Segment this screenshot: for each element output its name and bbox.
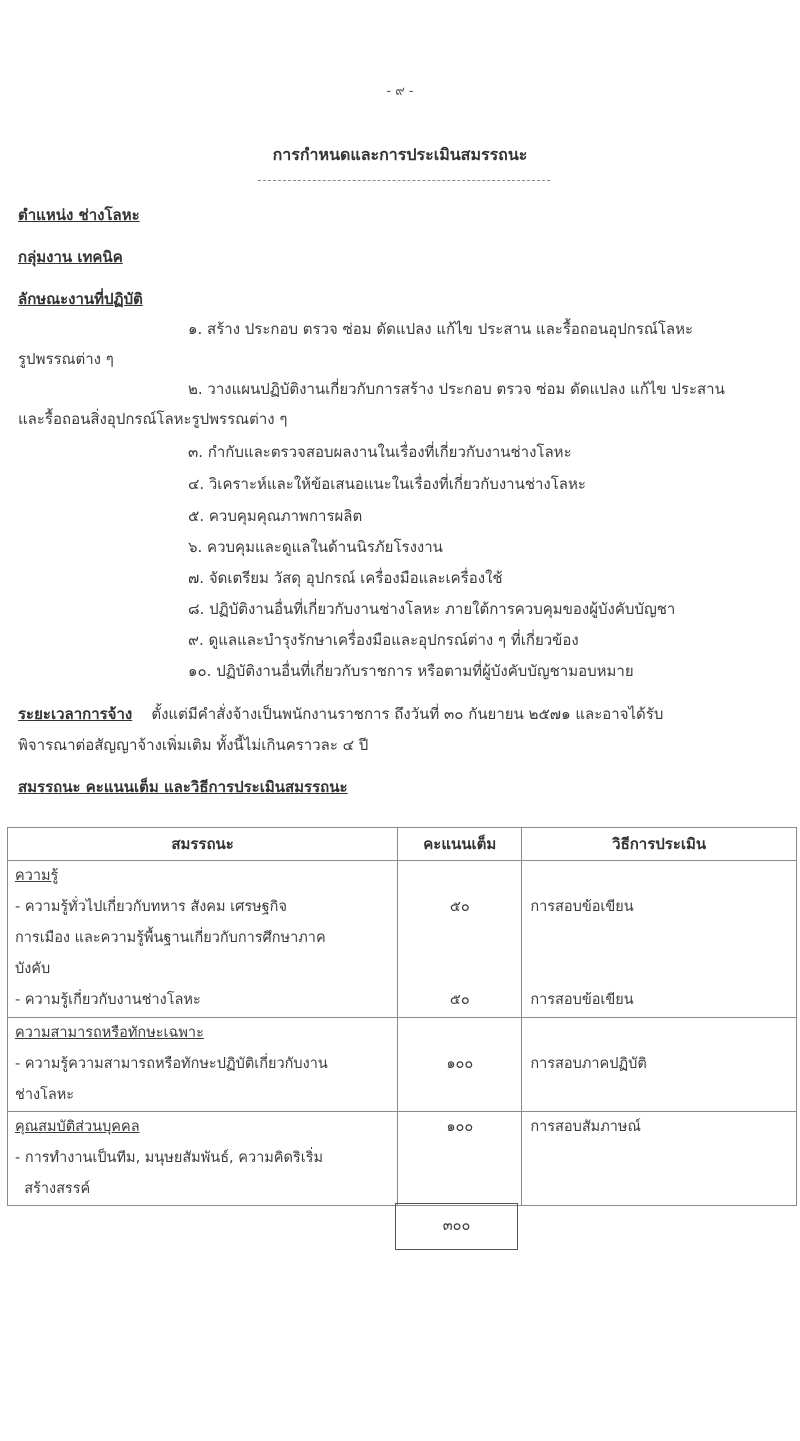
competency-line: สร้างสรรค์ <box>15 1181 91 1197</box>
duty-item: ๕. ควบคุมคุณภาพการผลิต <box>188 507 363 525</box>
score-value: ๕๐ <box>449 899 470 915</box>
score-cell <box>398 1112 522 1206</box>
score-cell <box>398 861 522 1018</box>
competency-category: ความสามารถหรือทักษะเฉพาะ <box>15 1025 204 1041</box>
method-cell <box>522 1112 797 1206</box>
duty-item: ๑๐. ปฏิบัติงานอื่นที่เกี่ยวกับราชการ หรือตามที่ผู้บังคับบัญชามอบหมาย <box>188 662 634 680</box>
competency-category: ความรู้ <box>15 868 59 884</box>
competency-category: คุณสมบัติส่วนบุคคล <box>15 1119 140 1135</box>
header-method: วิธีการประเมิน <box>522 828 797 861</box>
method-cell <box>522 1018 797 1112</box>
score-value: ๕๐ <box>449 992 470 1008</box>
duty-item-cont: รูปพรรณต่าง ๆ <box>18 350 114 368</box>
score-value <box>398 954 521 985</box>
employment-period <box>18 702 663 726</box>
duty-item: ๓. กำกับและตรวจสอบผลงานในเรื่องที่เกี่ยวกับงานช่างโลหะ <box>188 443 572 461</box>
score-value <box>398 1018 521 1049</box>
method-cell <box>522 861 797 1018</box>
score-cell <box>398 1018 522 1112</box>
duty-item: ๘. ปฏิบัติงานอื่นที่เกี่ยวกับงานช่างโลหะ ภายใต้การควบคุมของผู้บังคับบัญชา <box>188 600 676 618</box>
competency-line: - ความรู้ความสามารถหรือทักษะปฏิบัติเกี่ยวกับงาน <box>15 1056 328 1072</box>
table-header-row <box>8 828 797 861</box>
table-row <box>8 1112 797 1206</box>
page-title: การกำหนดและการประเมินสมรรถนะ <box>272 145 528 164</box>
method-value <box>522 1018 796 1049</box>
score-value <box>398 1143 521 1174</box>
score-value: ๑๐๐ <box>446 1119 474 1135</box>
competency-table <box>7 827 797 1206</box>
page-number: - ๙ - <box>386 84 414 99</box>
competency-line: ช่างโลหะ <box>15 1087 75 1103</box>
score-value <box>398 1174 521 1205</box>
duty-item: ๑. สร้าง ประกอบ ตรวจ ซ่อม ดัดแปลง แก้ไข ประสาน และรื้อถอนอุปกรณ์โลหะ <box>188 320 694 338</box>
method-value: การสอบสัมภาษณ์ <box>530 1119 641 1135</box>
employment-period-text: ตั้งแต่มีคำสั่งจ้างเป็นพนักงานราชการ ถึงวันที่ ๓๐ กันยายน ๒๕๗๑ และอาจได้รับ <box>151 705 664 723</box>
method-value <box>522 1174 796 1205</box>
duty-item-cont: และรื้อถอนสิ่งอุปกรณ์โลหะรูปพรรณต่าง ๆ <box>18 410 288 428</box>
method-value <box>522 1143 796 1174</box>
duty-item: ๒. วางแผนปฏิบัติงานเกี่ยวกับการสร้าง ประกอบ ตรวจ ซ่อม ดัดแปลง แก้ไข ประสาน <box>188 380 725 398</box>
total-score: ๓๐๐ <box>395 1203 518 1250</box>
method-value <box>522 1080 796 1111</box>
title-divider <box>258 180 550 181</box>
competency-line: บังคับ <box>15 961 51 977</box>
header-full-score: คะแนนเต็ม <box>398 828 522 861</box>
duty-item: ๔. วิเคราะห์และให้ข้อเสนอแนะในเรื่องที่เกี่ยวกับงานช่างโลหะ <box>188 475 586 493</box>
position-heading: ตำแหน่ง ช่างโลหะ <box>18 206 140 224</box>
table-row <box>8 1018 797 1112</box>
header-competency: สมรรถนะ <box>8 828 398 861</box>
competency-cell <box>8 1112 398 1206</box>
competency-cell <box>8 861 398 1018</box>
employment-period-label: ระยะเวลาการจ้าง <box>18 705 133 723</box>
method-value: การสอบข้อเขียน <box>530 899 634 915</box>
competency-line: - ความรู้เกี่ยวกับงานช่างโลหะ <box>15 992 201 1008</box>
duty-item: ๗. จัดเตรียม วัสดุ อุปกรณ์ เครื่องมือและเครื่องใช้ <box>188 569 503 587</box>
score-value <box>398 861 521 892</box>
method-value <box>522 923 796 954</box>
competency-cell <box>8 1018 398 1112</box>
duty-item: ๙. ดูแลและบำรุงรักษาเครื่องมือและอุปกรณ์ต่าง ๆ ที่เกี่ยวข้อง <box>188 631 579 649</box>
competency-line: การเมือง และความรู้พื้นฐานเกี่ยวกับการศึกษาภาค <box>15 930 326 946</box>
method-value: การสอบภาคปฏิบัติ <box>530 1056 647 1072</box>
competency-line: - การทำงานเป็นทีม, มนุษยสัมพันธ์, ความคิดริเริ่ม <box>15 1150 324 1166</box>
score-value <box>398 1080 521 1111</box>
score-value <box>398 923 521 954</box>
score-value: ๑๐๐ <box>446 1056 474 1072</box>
duty-item: ๖. ควบคุมและดูแลในด้านนิรภัยโรงงาน <box>188 538 443 556</box>
work-group-heading: กลุ่มงาน เทคนิค <box>18 248 123 266</box>
duties-heading: ลักษณะงานที่ปฏิบัติ <box>18 290 143 308</box>
method-value <box>522 861 796 892</box>
competency-line: - ความรู้ทั่วไปเกี่ยวกับทหาร สังคม เศรษฐกิจ <box>15 899 287 915</box>
method-value <box>522 954 796 985</box>
employment-period-cont: พิจารณาต่อสัญญาจ้างเพิ่มเติม ทั้งนี้ไม่เกินคราวละ ๔ ปี <box>18 736 369 754</box>
table-row <box>8 861 797 1018</box>
competency-heading: สมรรถนะ คะแนนเต็ม และวิธีการประเมินสมรรถนะ <box>18 778 348 796</box>
method-value: การสอบข้อเขียน <box>530 992 634 1008</box>
